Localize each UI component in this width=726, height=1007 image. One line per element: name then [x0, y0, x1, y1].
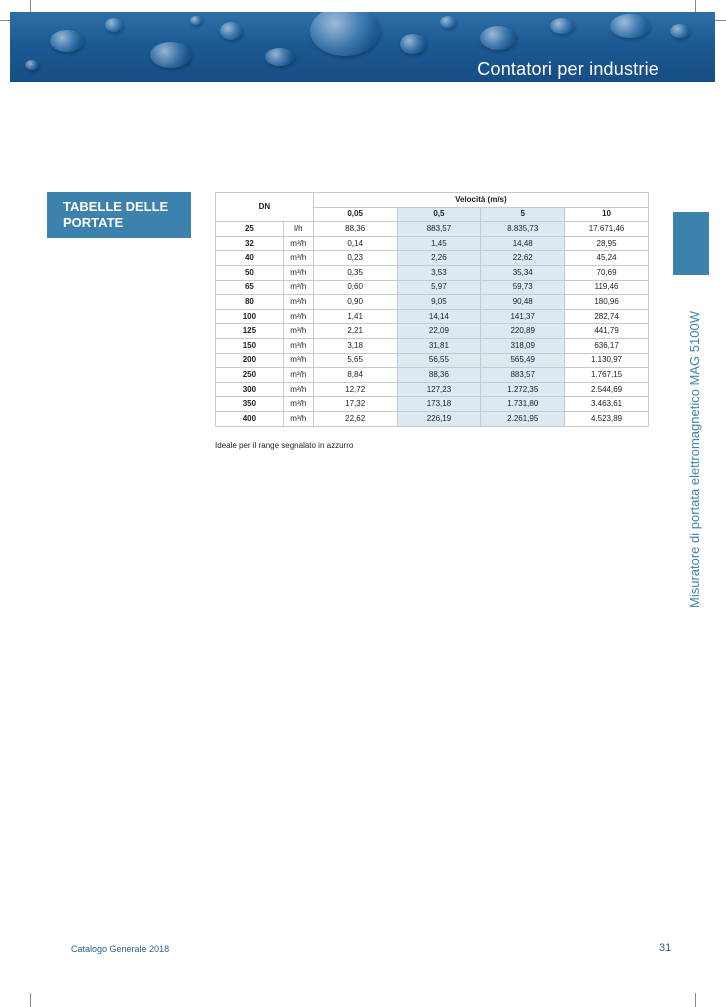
flow-value-cell: 282,74 — [565, 309, 649, 324]
flow-value-cell: 14,48 — [481, 236, 565, 251]
crop-mark — [30, 993, 31, 1007]
flow-value-cell: 17,32 — [313, 397, 397, 412]
unit-cell: m³/h — [283, 382, 313, 397]
unit-cell: m³/h — [283, 265, 313, 280]
table-row — [216, 368, 649, 383]
flow-value-cell: 441,79 — [565, 324, 649, 339]
flow-value-cell: 14,14 — [397, 309, 481, 324]
header-banner — [10, 12, 715, 82]
dn-cell: 25 — [216, 222, 284, 237]
flow-value-cell: 0,90 — [313, 295, 397, 310]
side-product-title: Misuratore di portata elettromagnetico MAG 5100W — [687, 311, 702, 608]
dn-cell: 400 — [216, 411, 284, 426]
flow-value-cell: 565,49 — [481, 353, 565, 368]
flow-value-cell: 318,09 — [481, 338, 565, 353]
table-body — [216, 222, 649, 426]
flow-value-cell: 0,23 — [313, 251, 397, 266]
unit-cell: m³/h — [283, 251, 313, 266]
water-drop-decoration — [105, 18, 123, 32]
water-drop-decoration — [480, 26, 516, 50]
flow-value-cell: 141,37 — [481, 309, 565, 324]
dn-cell: 250 — [216, 368, 284, 383]
flow-value-cell: 17.671,46 — [565, 222, 649, 237]
table-row — [216, 411, 649, 426]
water-drop-decoration — [220, 22, 242, 40]
flow-value-cell: 5,97 — [397, 280, 481, 295]
flow-value-cell: 22,62 — [313, 411, 397, 426]
flow-value-cell: 2,21 — [313, 324, 397, 339]
unit-cell: m³/h — [283, 368, 313, 383]
flow-value-cell: 3.463,61 — [565, 397, 649, 412]
dn-cell: 300 — [216, 382, 284, 397]
flow-value-cell: 1.767,15 — [565, 368, 649, 383]
flow-value-cell: 90,48 — [481, 295, 565, 310]
flow-value-cell: 5,65 — [313, 353, 397, 368]
table-row — [216, 295, 649, 310]
dn-cell: 200 — [216, 353, 284, 368]
flow-value-cell: 2,26 — [397, 251, 481, 266]
unit-cell: m³/h — [283, 236, 313, 251]
flow-value-cell: 1.272,35 — [481, 382, 565, 397]
section-title: TABELLE DELLE PORTATE — [47, 192, 191, 238]
dn-cell: 50 — [216, 265, 284, 280]
unit-cell: m³/h — [283, 353, 313, 368]
flow-value-cell: 1.130,97 — [565, 353, 649, 368]
dn-cell: 80 — [216, 295, 284, 310]
unit-cell: m³/h — [283, 309, 313, 324]
flow-value-cell: 3,18 — [313, 338, 397, 353]
water-drop-decoration — [550, 18, 574, 34]
footer-catalog-label: Catalogo Generale 2018 — [71, 944, 170, 954]
page-title: Contatori per industrie — [477, 59, 659, 79]
flow-value-cell: 119,46 — [565, 280, 649, 295]
flow-value-cell: 88,36 — [313, 222, 397, 237]
flow-value-cell: 88,36 — [397, 368, 481, 383]
dn-header: DN — [216, 193, 314, 222]
water-drop-decoration — [25, 60, 39, 70]
water-drop-decoration — [440, 16, 456, 28]
flow-value-cell: 4.523,89 — [565, 411, 649, 426]
flow-value-cell: 0,60 — [313, 280, 397, 295]
table-row — [216, 309, 649, 324]
unit-cell: m³/h — [283, 324, 313, 339]
flow-value-cell: 12,72 — [313, 382, 397, 397]
velocity-column-header: 0,5 — [397, 207, 481, 222]
unit-cell: m³/h — [283, 295, 313, 310]
flow-value-cell: 9,05 — [397, 295, 481, 310]
velocity-column-header: 5 — [481, 207, 565, 222]
water-drop-decoration — [400, 34, 426, 54]
dn-cell: 150 — [216, 338, 284, 353]
flow-value-cell: 45,24 — [565, 251, 649, 266]
table-row — [216, 265, 649, 280]
table-row — [216, 338, 649, 353]
velocity-header: Velocità (m/s) — [313, 193, 648, 208]
flow-value-cell: 226,19 — [397, 411, 481, 426]
dn-cell: 125 — [216, 324, 284, 339]
table-row — [216, 382, 649, 397]
unit-cell: m³/h — [283, 338, 313, 353]
flow-value-cell: 70,69 — [565, 265, 649, 280]
flow-value-cell: 180,96 — [565, 295, 649, 310]
water-drop-decoration — [50, 30, 84, 52]
flow-value-cell: 0,35 — [313, 265, 397, 280]
table-row — [216, 324, 649, 339]
flow-value-cell: 1,41 — [313, 309, 397, 324]
flow-value-cell: 220,89 — [481, 324, 565, 339]
flow-value-cell: 8,84 — [313, 368, 397, 383]
water-drop-decoration — [265, 48, 295, 66]
flow-value-cell: 56,55 — [397, 353, 481, 368]
water-drop-decoration — [150, 42, 192, 68]
unit-cell: l/h — [283, 222, 313, 237]
flow-value-cell: 31,81 — [397, 338, 481, 353]
flow-value-cell: 173,18 — [397, 397, 481, 412]
water-drop-decoration — [610, 14, 650, 38]
flow-value-cell: 127,23 — [397, 382, 481, 397]
flow-value-cell: 22,09 — [397, 324, 481, 339]
flow-value-cell: 59,73 — [481, 280, 565, 295]
dn-cell: 65 — [216, 280, 284, 295]
table-row — [216, 222, 649, 237]
table-row — [216, 280, 649, 295]
dn-cell: 32 — [216, 236, 284, 251]
dn-cell: 40 — [216, 251, 284, 266]
velocity-column-header: 0,05 — [313, 207, 397, 222]
unit-cell: m³/h — [283, 280, 313, 295]
flow-value-cell: 1,45 — [397, 236, 481, 251]
water-drop-decoration — [310, 12, 380, 56]
side-tab — [673, 212, 709, 275]
velocity-column-header: 10 — [565, 207, 649, 222]
water-drop-decoration — [190, 16, 202, 25]
flow-value-cell: 2.544,69 — [565, 382, 649, 397]
flow-value-cell: 883,57 — [481, 368, 565, 383]
water-drop-decoration — [670, 24, 690, 38]
flow-value-cell: 28,95 — [565, 236, 649, 251]
flow-value-cell: 8.835,73 — [481, 222, 565, 237]
page-number: 31 — [659, 942, 672, 954]
flow-rate-table — [215, 192, 649, 427]
flow-value-cell: 883,57 — [397, 222, 481, 237]
table-row — [216, 251, 649, 266]
unit-cell: m³/h — [283, 397, 313, 412]
dn-cell: 350 — [216, 397, 284, 412]
table-note: Ideale per il range segnalato in azzurro — [215, 441, 354, 450]
unit-cell: m³/h — [283, 411, 313, 426]
flow-value-cell: 22,62 — [481, 251, 565, 266]
table-row — [216, 397, 649, 412]
crop-mark — [695, 993, 696, 1007]
dn-cell: 100 — [216, 309, 284, 324]
flow-value-cell: 0,14 — [313, 236, 397, 251]
flow-value-cell: 2.261,95 — [481, 411, 565, 426]
flow-value-cell: 1.731,80 — [481, 397, 565, 412]
table-row — [216, 353, 649, 368]
table-row — [216, 236, 649, 251]
flow-value-cell: 35,34 — [481, 265, 565, 280]
flow-value-cell: 636,17 — [565, 338, 649, 353]
flow-value-cell: 3,53 — [397, 265, 481, 280]
